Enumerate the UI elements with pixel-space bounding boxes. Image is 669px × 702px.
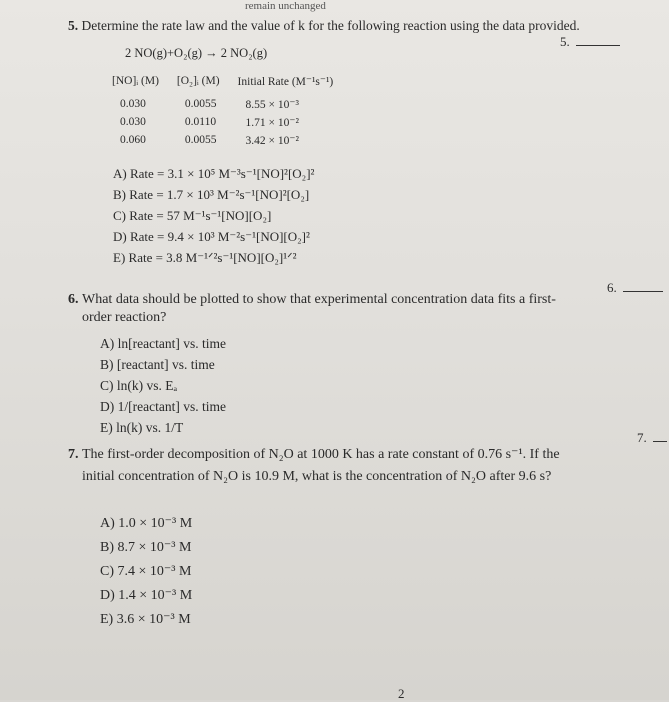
- question-7-number: 7.: [68, 447, 79, 462]
- choice-6e[interactable]: E) ln(k) vs. 1/T: [100, 420, 184, 435]
- choice-6b[interactable]: B) [reactant] vs. time: [100, 357, 215, 372]
- question-6-number: 6.: [68, 292, 79, 307]
- choice-6c[interactable]: C) ln(k) vs. Eₐ: [100, 378, 178, 393]
- table-cell: 8.55 × 10⁻³: [245, 99, 299, 111]
- table-row: [112, 96, 351, 114]
- table-header-row: [112, 74, 351, 96]
- choice-5b[interactable]: B) Rate = 1.7 × 10³ M⁻²s⁻¹[NO]²[O₂]: [113, 187, 310, 202]
- choice-6a[interactable]: A) ln[reactant] vs. time: [100, 336, 226, 351]
- table-cell: 0.060: [120, 134, 146, 146]
- question-5: [68, 18, 580, 34]
- question-6-choices: [100, 333, 226, 438]
- question-5-choices: [113, 163, 314, 268]
- choice-5d[interactable]: D) Rate = 9.4 × 10³ M⁻²s⁻¹[NO][O₂]²: [113, 229, 310, 244]
- choice-5a[interactable]: A) Rate = 3.1 × 10⁵ M⁻³s⁻¹[NO]²[O₂]²: [113, 166, 315, 181]
- answer-7-label: 7.: [637, 430, 647, 445]
- col-header-rate: Initial Rate (M⁻¹s⁻¹): [237, 76, 334, 88]
- answer-6-label: 6.: [607, 280, 617, 295]
- answer-7-line: [653, 431, 667, 442]
- choice-5c[interactable]: C) Rate = 57 M⁻¹s⁻¹[NO][O₂]: [113, 208, 272, 223]
- answer-5-line: [576, 35, 620, 46]
- answer-slot-5: [560, 34, 620, 50]
- choice-5e[interactable]: E) Rate = 3.8 M⁻¹ᐟ²s⁻¹[NO][O₂]¹ᐟ²: [113, 250, 297, 265]
- question-6-text: What data should be plotted to show that experimental concentration data fits a first-order reaction?: [82, 292, 556, 325]
- question-5-number: 5.: [68, 18, 79, 33]
- answer-5-label: 5.: [560, 34, 570, 49]
- rate-data-table: [112, 74, 351, 150]
- col-header-no: [NO]ᵢ (M): [112, 75, 159, 87]
- choice-7b[interactable]: B) 8.7 × 10⁻³ M: [100, 540, 192, 555]
- table-cell: 0.0055: [184, 134, 217, 146]
- answer-6-line: [623, 281, 663, 292]
- choice-7c[interactable]: C) 7.4 × 10⁻³ M: [100, 564, 192, 579]
- table-cell: 1.71 × 10⁻²: [245, 117, 299, 129]
- choice-7e[interactable]: E) 3.6 × 10⁻³ M: [100, 612, 191, 627]
- table-cell: 3.42 × 10⁻²: [245, 135, 299, 147]
- answer-slot-7: [637, 430, 667, 446]
- choice-7a[interactable]: A) 1.0 × 10⁻³ M: [100, 516, 193, 531]
- choice-7d[interactable]: D) 1.4 × 10⁻³ M: [100, 588, 193, 603]
- question-5-text: Determine the rate law and the value of k for the following reaction using the data provided.: [81, 18, 580, 33]
- table-row: [112, 114, 351, 132]
- table-cell: 0.0110: [184, 116, 217, 128]
- table-cell: 0.030: [120, 116, 146, 128]
- answer-slot-6: [607, 280, 663, 296]
- question-7-choices: [100, 512, 192, 632]
- reaction-equation: 2 NO(g)+O₂(g) → 2 NO₂(g): [125, 46, 268, 60]
- page-number: 2: [398, 686, 405, 701]
- header-fragment: remain unchanged: [245, 0, 326, 12]
- question-7-text: The first-order decomposition of N₂O at 1000 K has a rate constant of 0.76 s⁻¹. If the initial concentration of N₂O is 10.9 M, what is the concentration of N₂O after 9.6 s?: [82, 447, 560, 484]
- table-cell: 0.030: [120, 98, 146, 110]
- question-7: [68, 444, 572, 488]
- col-header-o2: [O₂]ᵢ (M): [176, 75, 220, 87]
- table-cell: 0.0055: [184, 98, 217, 110]
- table-row: [112, 132, 351, 150]
- choice-6d[interactable]: D) 1/[reactant] vs. time: [100, 399, 226, 414]
- question-6: [68, 291, 582, 327]
